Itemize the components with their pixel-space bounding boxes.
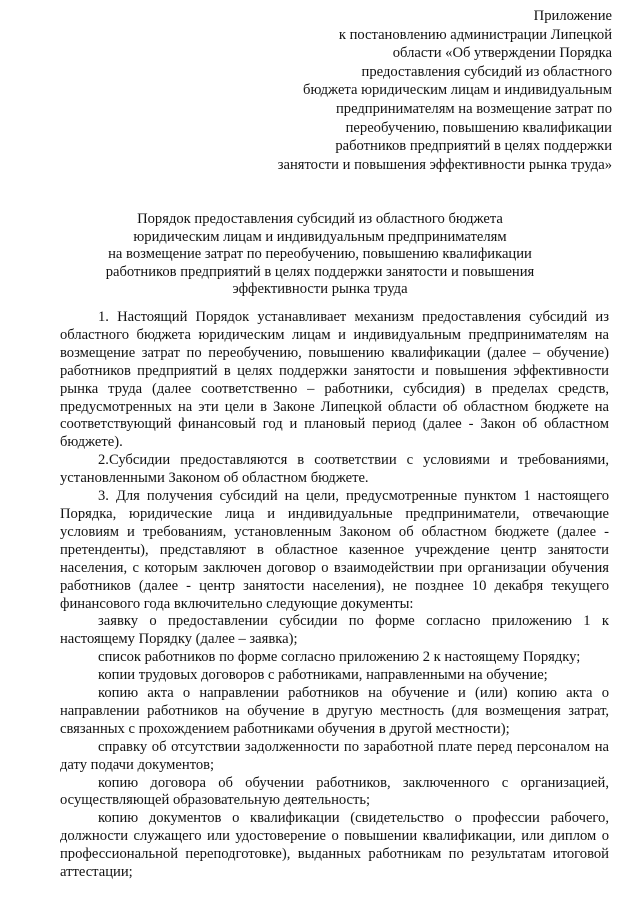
appendix-line: предпринимателям на возмещение затрат по (335, 100, 612, 117)
appendix-line: работников предприятий в целях поддержки (335, 138, 612, 155)
title-line: на возмещение затрат по переобучению, повышению квалификации (108, 246, 532, 263)
document-title (60, 211, 580, 299)
appendix-line: предоставления субсидий из областного (361, 63, 612, 80)
paragraph-3: 3. Для получения субсидий на цели, предусмотренные пунктом 1 настоящего Порядка, юридические лица и индивидуальные предприниматели, отвечающие условиям и требованиям, установленным Законом об областном бюджете (далее - претенденты), представляют в областное казенное учреждение центр занятости населения, с которым заключен договор о взаимодействии при организации обучения работников (далее - центр занятости населения), не позднее 10 декабря текущего финансового года включительно следующие документы: (60, 488, 609, 612)
document-list-item: справку об отсутствии задолженности по заработной плате перед персоналом на дату подачи документов; (60, 738, 609, 773)
paragraph-1: 1. Настоящий Порядок устанавливает механизм предоставления субсидий из областного бюджета юридическим лицам и индивидуальным предпринимателям на возмещение затрат по переобучению, повышению квалификации (далее – обучение) работников предприятий в целях поддержки занятости и повышения эффективности рынка труда (далее соответственно – работники, субсидия) в пределах средств, предусмотренных на эти цели в Законе Липецкой области об областном бюджете на соответствующий финансовый год и плановый период (далее - Закон об областном бюджете). (60, 309, 609, 451)
document-list-item: копию акта о направлении работников на обучение и (или) копию акта о направлении работников на обучение в другую местность (для возмещения затрат, связанных с прохождением работниками обучения в другой местности); (60, 685, 609, 737)
appendix-header (232, 7, 612, 174)
appendix-line: бюджета юридическим лицам и индивидуальным (303, 82, 612, 99)
appendix-line: переобучению, повышению квалификации (345, 119, 612, 136)
title-line: работников предприятий в целях поддержки занятости и повышения (105, 263, 535, 280)
document-list-item: копии трудовых договоров с работниками, направленными на обучение; (98, 667, 548, 684)
appendix-line: к постановлению администрации Липецкой (338, 26, 612, 43)
document-body (60, 309, 609, 882)
document-list-item: копию договора об обучении работников, заключенного с организацией, осуществляющей образовательную деятельность; (60, 774, 609, 809)
title-line: Порядок предоставления субсидий из областного бюджета (137, 211, 503, 227)
document-list-item: список работников по форме согласно приложению 2 к настоящему Порядку; (98, 649, 581, 666)
document-list-item: заявку о предоставлении субсидии по форме согласно приложению 1 к настоящему Порядку (далее – заявка); (60, 613, 609, 648)
title-line: эффективности рынка труда (232, 281, 408, 298)
appendix-line: области «Об утверждении Порядка (392, 45, 612, 62)
document-list-item: копию документов о квалификации (свидетельство о профессии рабочего, должности служащего или удостоверение о повышении квалификации, или диплом о профессиональной переподготовке), выданных работникам по результатам итоговой аттестации; (60, 810, 609, 881)
appendix-line: Приложение (533, 8, 612, 24)
appendix-line: занятости и повышения эффективности рынка труда» (277, 156, 612, 173)
title-line: юридическим лицам и индивидуальным предпринимателям (133, 228, 507, 245)
paragraph-2: 2.Субсидии предоставляются в соответствии с условиями и требованиями, установленными Законом об областном бюджете. (60, 452, 609, 487)
